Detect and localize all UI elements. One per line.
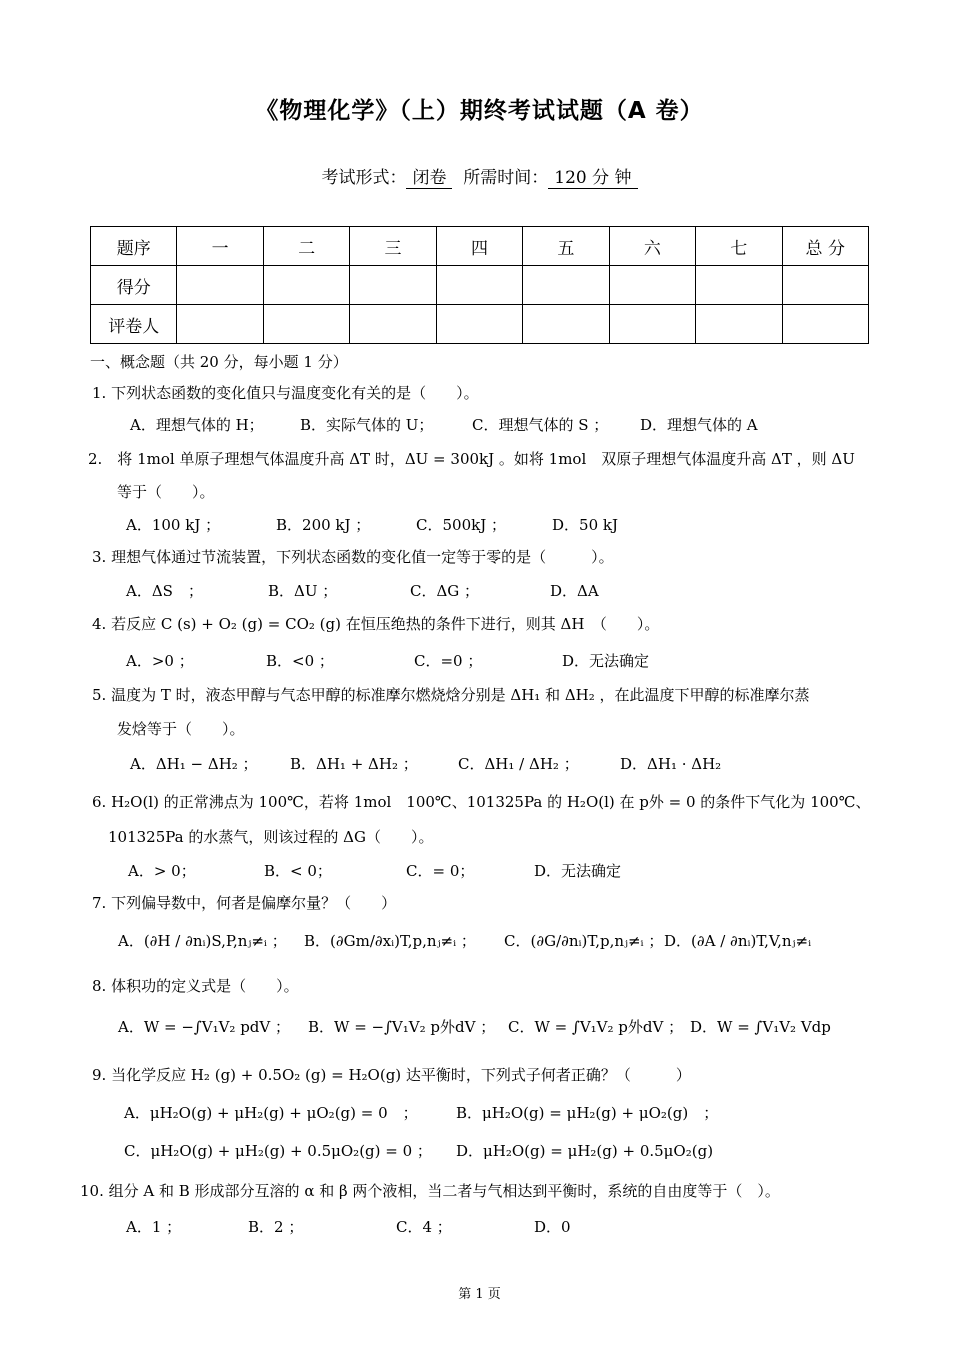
question-9-option-c: C．μH₂O(g) + μH₂(g) + 0.5μO₂(g) = 0 ； [124, 1142, 432, 1160]
question-3-option-b: B．ΔU ； [268, 582, 338, 600]
score-table-row [91, 266, 869, 305]
question-5-stem: 5. 温度为 T 时，液态甲醇与气态甲醇的标准摩尔燃烧焓分别是 ΔH₁ 和 ΔH₂ ，在此温度下甲醇的标准摩尔蒸 [92, 686, 810, 704]
header-cell: 五 [523, 227, 609, 266]
question-4-option-d: D．无法确定 [562, 652, 650, 670]
question-4-stem: 4. 若反应 C (s) + O₂ (g) = CO₂ (g) 在恒压绝热的条件下进行，则其 ΔH （ ）。 [92, 615, 660, 633]
question-6-stem: 6. H₂O(l) 的正常沸点为 100℃，若将 1mol 100℃、101325Pa 的 H₂O(l) 在 p外 = 0 的条件下气化为 100℃、 [92, 793, 871, 811]
question-9-option-d: D．μH₂O(g) = μH₂(g) + 0.5μO₂(g) [456, 1142, 714, 1160]
score-cell [350, 266, 436, 305]
question-6-option-d: D．无法确定 [534, 862, 622, 880]
question-5-option-c: C．ΔH₁ / ΔH₂ ； [458, 755, 579, 773]
score-cell [782, 266, 869, 305]
question-7-option-b: B．(∂Gm/∂xᵢ)T,p,nⱼ≠ᵢ ； [304, 932, 476, 950]
score-cell [177, 266, 263, 305]
question-7-option-a: A．(∂H / ∂nᵢ)S,P,nⱼ≠ᵢ ； [118, 932, 287, 950]
header-cell: 总 分 [782, 227, 869, 266]
question-5-option-d: D．ΔH₁ · ΔH₂ [620, 755, 722, 773]
header-cell: 题序 [91, 227, 177, 266]
score-table-header-row [91, 227, 869, 266]
question-3-option-a: A．ΔS ； [126, 582, 203, 600]
header-cell: 七 [696, 227, 782, 266]
question-3-stem: 3. 理想气体通过节流装置，下列状态函数的变化值一定等于零的是（ ）。 [92, 548, 614, 566]
question-2-stem-cont: 等于（ ）。 [117, 483, 215, 501]
question-9-option-b: B．μH₂O(g) = μH₂(g) + μO₂(g) ； [456, 1104, 719, 1122]
exam-time-value: 120 分 钟 [548, 168, 637, 189]
question-2-option-d: D．50 kJ [552, 516, 618, 534]
question-8-option-a: A．W = −∫V₁V₂ pdV ； [118, 1018, 291, 1036]
exam-form-label: 考试形式： [321, 168, 407, 188]
header-cell: 四 [436, 227, 522, 266]
question-1-stem: 1. 下列状态函数的变化值只与温度变化有关的是（ ）。 [92, 384, 479, 402]
score-cell [263, 305, 349, 344]
header-cell: 一 [177, 227, 263, 266]
question-8-option-b: B．W = −∫V₁V₂ p外dV ； [308, 1018, 496, 1036]
score-cell [523, 305, 609, 344]
question-1-option-a: A．理想气体的 H； [130, 416, 264, 434]
score-cell [523, 266, 609, 305]
page-title: 《物理化学》（上）期终考试试题（A 卷） [255, 98, 704, 124]
exam-form-value: 闭卷 [406, 168, 452, 189]
question-6-option-b: B．< 0； [264, 862, 332, 880]
question-5-option-b: B．ΔH₁ + ΔH₂ ； [290, 755, 418, 773]
header-cell: 二 [263, 227, 349, 266]
question-2-option-b: B．200 kJ ； [276, 516, 371, 534]
question-6-option-c: C．= 0； [406, 862, 475, 880]
header-cell: 三 [350, 227, 436, 266]
exam-time-label: 所需时间： [463, 168, 549, 188]
question-3-option-c: C．ΔG ； [410, 582, 480, 600]
score-cell [350, 305, 436, 344]
score-cell [609, 266, 695, 305]
question-7-option-d: D．(∂A / ∂nᵢ)T,V,nⱼ≠ᵢ [664, 932, 812, 950]
question-10-option-d: D．0 [534, 1218, 571, 1236]
question-4-option-a: A．>0 ； [126, 652, 194, 670]
question-2-stem: 2. 将 1mol 单原子理想气体温度升高 ΔT 时，ΔU = 300kJ 。如将 1mol 双原子理想气体温度升高 ΔT ，则 ΔU [88, 450, 855, 468]
question-4-option-c: C．=0 ； [414, 652, 483, 670]
score-table-row [91, 305, 869, 344]
question-7-option-c: C．(∂G/∂nᵢ)T,p,nⱼ≠ᵢ ； [504, 932, 664, 950]
exam-meta [0, 163, 959, 188]
question-8-option-d: D．W = ∫V₁V₂ Vdp [690, 1018, 831, 1036]
question-1-option-d: D．理想气体的 A [640, 416, 758, 434]
question-9-stem: 9. 当化学反应 H₂ (g) + 0.5O₂ (g) = H₂O(g) 达平衡时，下列式子何者正确？（ ） [92, 1066, 691, 1084]
question-2-option-a: A．100 kJ ； [126, 516, 221, 534]
question-10-stem: 10. 组分 A 和 B 形成部分互溶的 α 和 β 两个液相，当二者与气相达到平衡时，系统的自由度等于（ ）。 [80, 1182, 780, 1200]
score-cell [609, 305, 695, 344]
score-cell [436, 266, 522, 305]
score-cell [263, 266, 349, 305]
question-5-option-a: A．ΔH₁ − ΔH₂ ； [130, 755, 258, 773]
score-cell [696, 266, 782, 305]
question-7-stem: 7. 下列偏导数中，何者是偏摩尔量？（ ） [92, 894, 397, 912]
question-5-stem-cont: 发焓等于（ ）。 [117, 720, 245, 738]
question-6-stem-cont: 101325Pa 的水蒸气，则该过程的 ΔG（ ）。 [108, 828, 434, 846]
row-label: 评卷人 [91, 305, 177, 344]
header-cell: 六 [609, 227, 695, 266]
row-label: 得分 [91, 266, 177, 305]
question-4-option-b: B．<0 ； [266, 652, 334, 670]
question-3-option-d: D．ΔA [550, 582, 599, 600]
question-10-option-c: C．4 ； [396, 1218, 452, 1236]
question-10-option-a: A．1 ； [126, 1218, 182, 1236]
score-cell [782, 305, 869, 344]
question-8-option-c: C．W = ∫V₁V₂ p外dV ； [508, 1018, 684, 1036]
score-cell [177, 305, 263, 344]
question-9-option-a: A．μH₂O(g) + μH₂(g) + μO₂(g) = 0 ； [124, 1104, 418, 1122]
question-1-option-b: B．实际气体的 U； [300, 416, 434, 434]
question-6-option-a: A．> 0； [128, 862, 196, 880]
page-number: 第 1 页 [458, 1287, 501, 1302]
question-2-option-c: C．500kJ ； [416, 516, 506, 534]
score-cell [696, 305, 782, 344]
score-cell [436, 305, 522, 344]
question-1-option-c: C．理想气体的 S ； [472, 416, 609, 434]
question-8-stem: 8. 体积功的定义式是（ ）。 [92, 977, 299, 995]
score-table [90, 226, 869, 344]
question-10-option-b: B．2 ； [248, 1218, 304, 1236]
section-heading: 一、概念题（共 20 分，每小题 1 分） [90, 353, 348, 371]
